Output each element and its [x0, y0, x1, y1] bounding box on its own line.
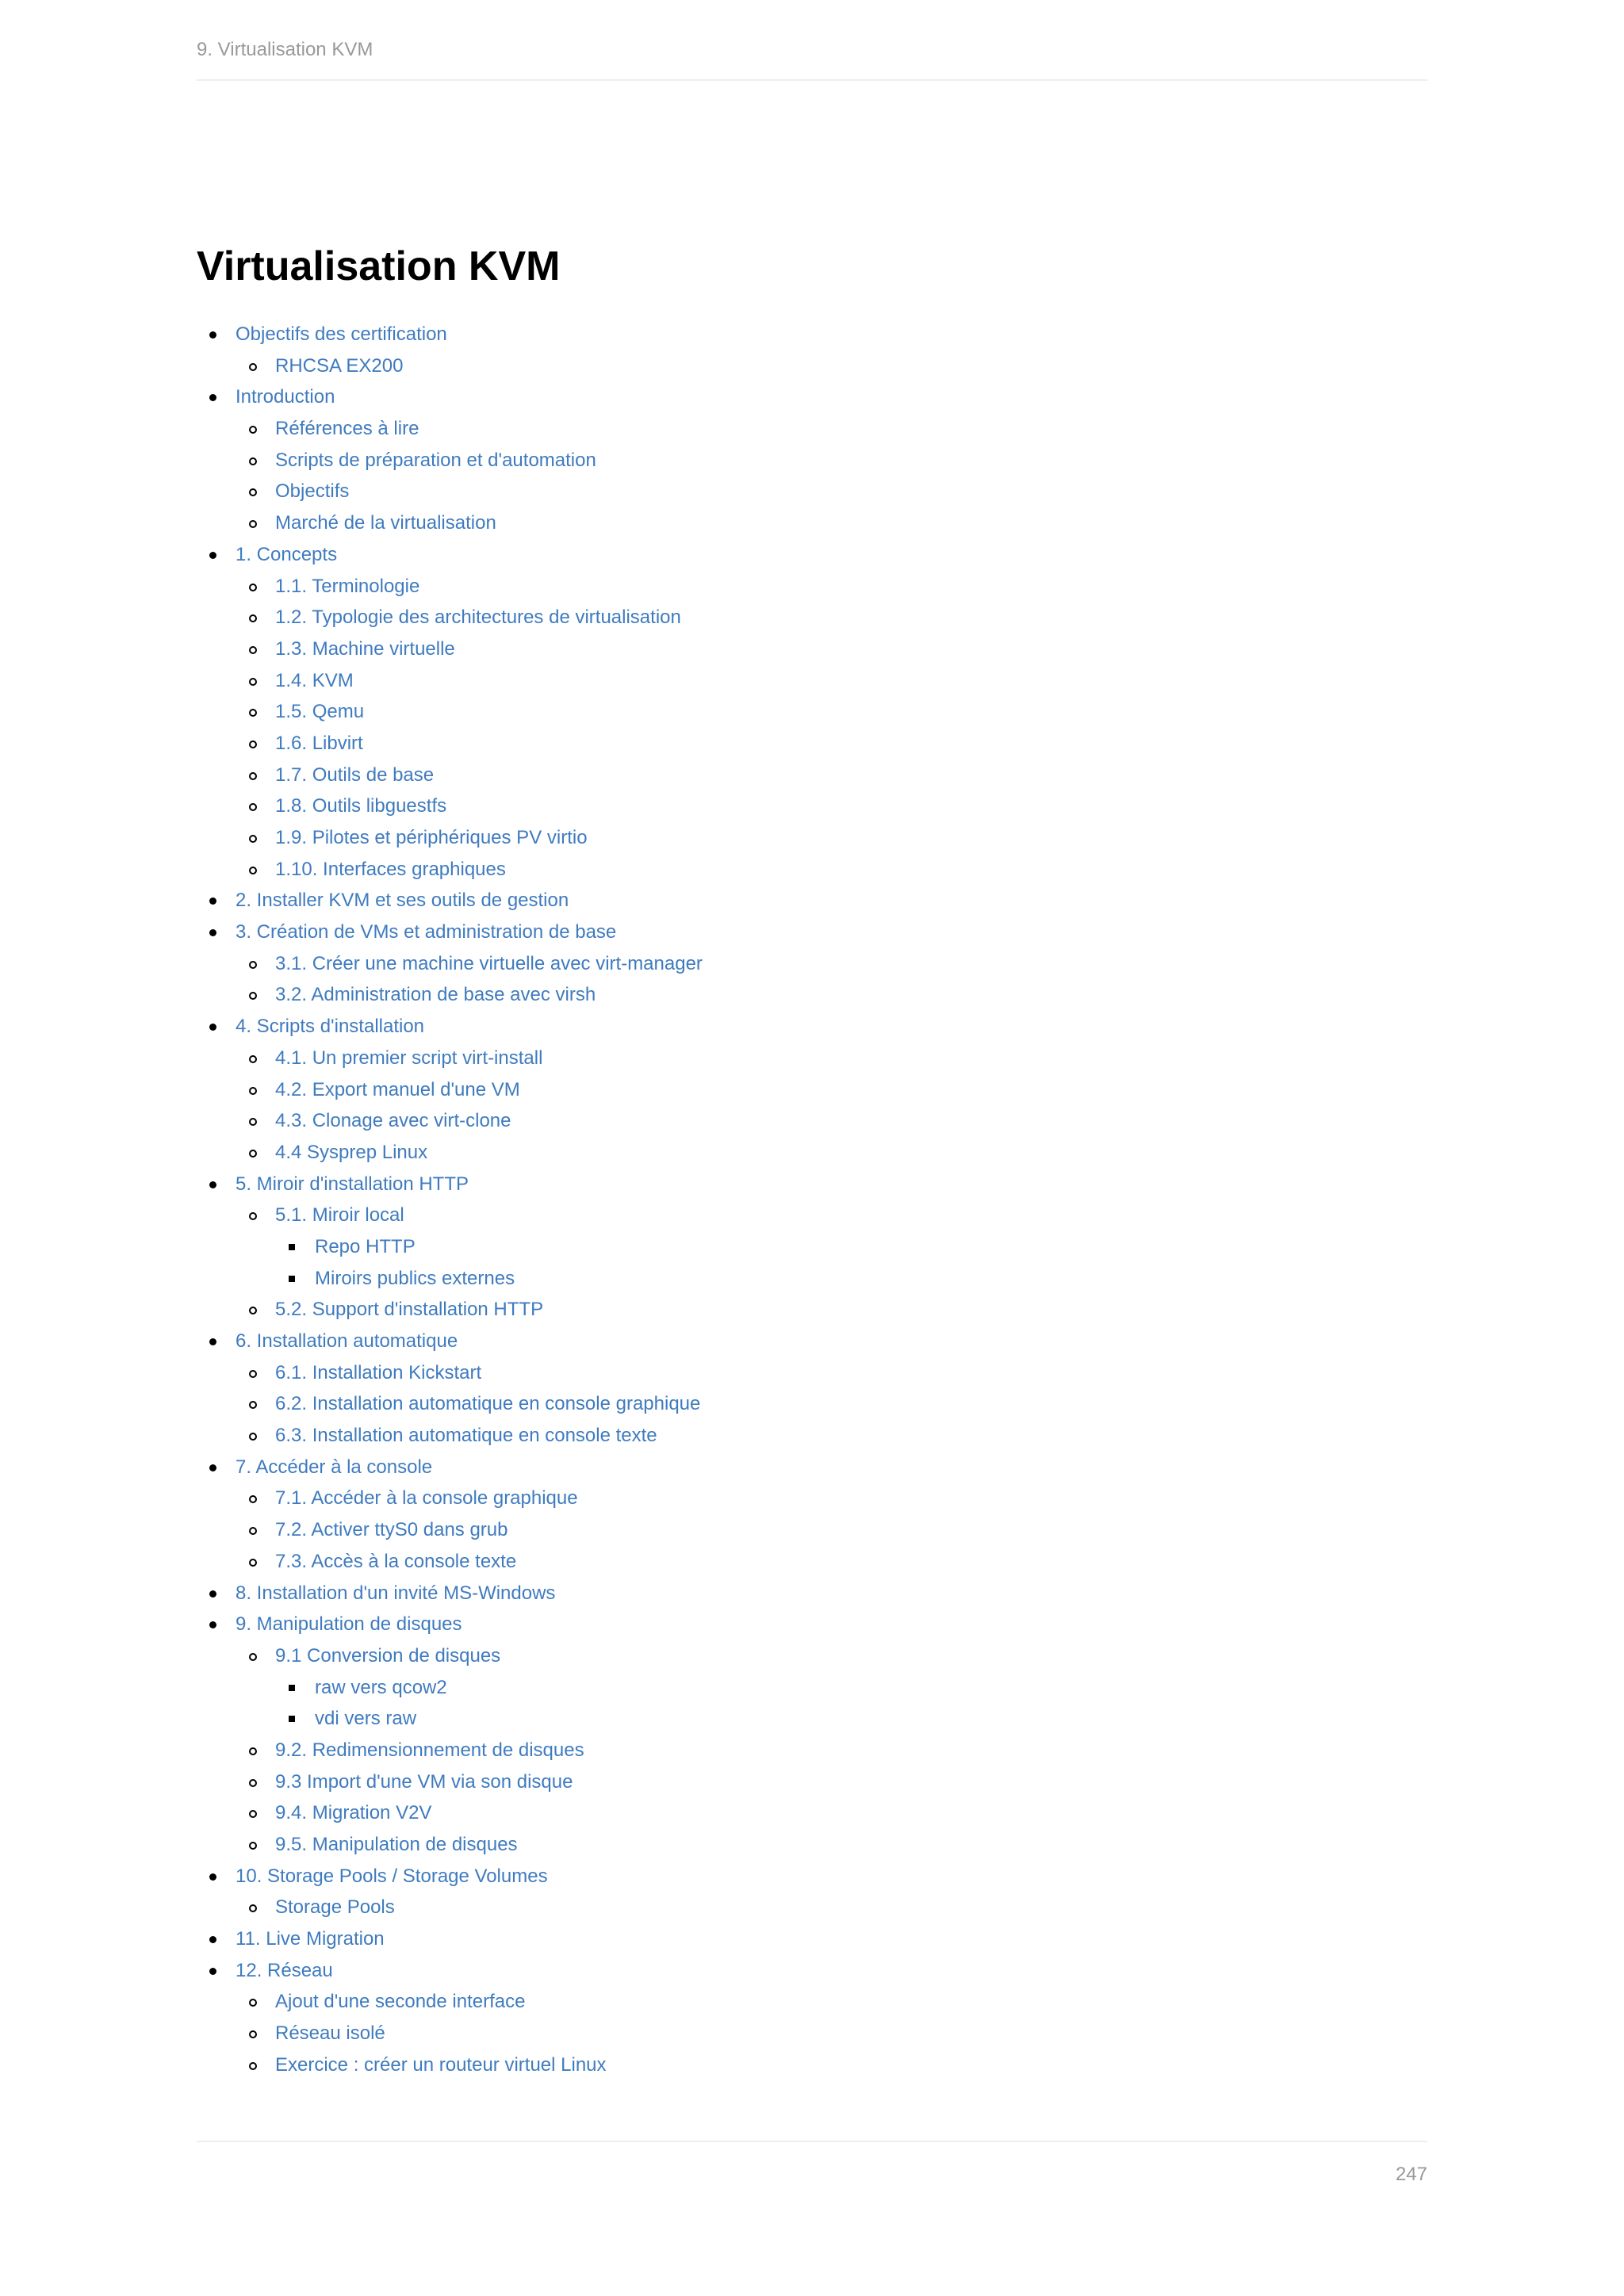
toc-link[interactable]: Exercice : créer un routeur virtuel Linux [275, 2053, 607, 2076]
square-bullet-icon [289, 1685, 295, 1691]
toc-link[interactable]: Introduction [236, 386, 335, 408]
toc-item-level-2 [197, 476, 1427, 507]
toc-link[interactable]: 4.3. Clonage avec virt-clone [275, 1110, 511, 1132]
circle-bullet-icon [249, 363, 257, 371]
toc-item-level-1 [197, 1955, 1427, 1987]
toc-item-level-1 [197, 1923, 1427, 1955]
toc-list [197, 319, 1427, 2081]
table-of-contents [197, 319, 1427, 2081]
toc-link[interactable]: Ajout d'une seconde interface [275, 1991, 526, 2013]
toc-item-level-2 [197, 696, 1427, 728]
toc-item-level-3 [197, 1703, 1427, 1735]
disc-bullet-icon [209, 1181, 216, 1188]
square-bullet-icon [289, 1276, 295, 1282]
disc-bullet-icon [209, 1936, 216, 1943]
toc-link[interactable]: 9.2. Redimensionnement de disques [275, 1739, 584, 1761]
toc-item-level-2 [197, 2018, 1427, 2049]
circle-bullet-icon [249, 1653, 257, 1661]
circle-bullet-icon [249, 1842, 257, 1850]
toc-link[interactable]: 5.2. Support d'installation HTTP [275, 1299, 544, 1321]
circle-bullet-icon [249, 772, 257, 780]
toc-link[interactable]: raw vers qcow2 [315, 1676, 447, 1698]
toc-link[interactable]: 6. Installation automatique [236, 1330, 458, 1352]
toc-link[interactable]: 3. Création de VMs et administration de base [236, 921, 617, 943]
toc-link[interactable]: 1.8. Outils libguestfs [275, 795, 447, 817]
toc-link[interactable]: Objectifs [275, 480, 350, 503]
page-number: 247 [1395, 2164, 1427, 2185]
toc-item-level-1 [197, 381, 1427, 413]
toc-link[interactable]: 10. Storage Pools / Storage Volumes [236, 1865, 548, 1887]
toc-item-level-2 [197, 665, 1427, 697]
toc-link[interactable]: 4. Scripts d'installation [236, 1016, 425, 1038]
toc-link[interactable]: 1.5. Qemu [275, 701, 365, 723]
circle-bullet-icon [249, 1370, 257, 1378]
toc-item-level-2 [197, 445, 1427, 476]
circle-bullet-icon [249, 740, 257, 748]
toc-link[interactable]: Storage Pools [275, 1896, 395, 1919]
toc-link[interactable]: 6.2. Installation automatique en console graphique [275, 1393, 701, 1415]
toc-link[interactable]: 6.1. Installation Kickstart [275, 1361, 482, 1383]
toc-item-level-2 [197, 633, 1427, 665]
circle-bullet-icon [249, 1747, 257, 1755]
toc-link[interactable]: 4.4 Sysprep Linux [275, 1141, 428, 1163]
toc-link[interactable]: 1.7. Outils de base [275, 763, 435, 786]
toc-item-level-1 [197, 1169, 1427, 1200]
toc-item-level-2 [197, 1640, 1427, 1672]
circle-bullet-icon [249, 426, 257, 434]
toc-link[interactable]: 5. Miroir d'installation HTTP [236, 1173, 469, 1195]
toc-item-level-2 [197, 2049, 1427, 2081]
toc-item-level-2 [197, 760, 1427, 791]
toc-link[interactable]: Repo HTTP [315, 1235, 416, 1257]
toc-item-level-2 [197, 1514, 1427, 1546]
page-title: Virtualisation KVM [197, 243, 561, 289]
toc-link[interactable]: 1.1. Terminologie [275, 575, 420, 597]
toc-item-level-2 [197, 1105, 1427, 1137]
toc-item-level-1 [197, 1578, 1427, 1609]
circle-bullet-icon [249, 961, 257, 969]
toc-item-level-2 [197, 1294, 1427, 1326]
toc-item-level-1 [197, 319, 1427, 350]
toc-item-level-3 [197, 1672, 1427, 1704]
square-bullet-icon [289, 1716, 295, 1722]
toc-link[interactable]: Objectifs des certification [236, 323, 447, 345]
toc-item-level-2 [197, 507, 1427, 539]
circle-bullet-icon [249, 646, 257, 654]
toc-link[interactable]: 11. Live Migration [236, 1928, 385, 1950]
toc-link[interactable]: 7. Accéder à la console [236, 1456, 433, 1478]
toc-item-level-1 [197, 1011, 1427, 1043]
toc-item-level-2 [197, 1546, 1427, 1578]
toc-item-level-1 [197, 1861, 1427, 1892]
toc-item-level-2 [197, 728, 1427, 760]
toc-item-level-2 [197, 1766, 1427, 1798]
toc-link[interactable]: 4.2. Export manuel d'une VM [275, 1078, 520, 1100]
toc-item-level-2 [197, 822, 1427, 854]
toc-link[interactable]: 3.1. Créer une machine virtuelle avec virt-manager [275, 952, 703, 974]
toc-link[interactable]: 1.6. Libvirt [275, 732, 363, 754]
toc-link[interactable]: 9. Manipulation de disques [236, 1613, 462, 1636]
toc-item-level-1 [197, 1452, 1427, 1483]
running-title: 9. Virtualisation KVM [197, 39, 373, 60]
toc-item-level-2 [197, 1357, 1427, 1389]
toc-item-level-2 [197, 979, 1427, 1011]
toc-item-level-2 [197, 1892, 1427, 1923]
toc-item-level-1 [197, 885, 1427, 916]
toc-item-level-2 [197, 350, 1427, 382]
circle-bullet-icon [249, 1055, 257, 1063]
circle-bullet-icon [249, 1779, 257, 1787]
toc-link[interactable]: Références à lire [275, 418, 419, 440]
toc-item-level-2 [197, 790, 1427, 822]
toc-link[interactable]: RHCSA EX200 [275, 354, 404, 377]
circle-bullet-icon [249, 1559, 257, 1567]
toc-item-level-1 [197, 916, 1427, 948]
toc-link[interactable]: Marché de la virtualisation [275, 512, 496, 534]
toc-item-level-2 [197, 1483, 1427, 1514]
toc-link[interactable]: 9.5. Manipulation de disques [275, 1834, 518, 1855]
toc-item-level-2 [197, 1074, 1427, 1106]
circle-bullet-icon [249, 1433, 257, 1441]
toc-item-level-1 [197, 539, 1427, 571]
toc-link[interactable]: 7.3. Accès à la console texte [275, 1550, 517, 1572]
toc-item-level-2 [197, 1200, 1427, 1231]
circle-bullet-icon [249, 678, 257, 686]
toc-link[interactable]: 4.1. Un premier script virt-install [275, 1047, 543, 1069]
square-bullet-icon [289, 1244, 295, 1250]
disc-bullet-icon [209, 552, 216, 559]
toc-link[interactable]: 7.1. Accéder à la console graphique [275, 1487, 578, 1510]
toc-link[interactable]: Miroirs publics externes [315, 1267, 515, 1289]
toc-link[interactable]: 1.3. Machine virtuelle [275, 637, 455, 660]
toc-item-level-2 [197, 1986, 1427, 2018]
toc-item-level-2 [197, 948, 1427, 980]
toc-link[interactable]: 8. Installation d'un invité MS-Windows [236, 1582, 556, 1604]
toc-link[interactable]: 7.2. Activer ttyS0 dans grub [275, 1519, 508, 1541]
circle-bullet-icon [249, 457, 257, 465]
disc-bullet-icon [209, 1968, 216, 1975]
toc-item-level-2 [197, 1137, 1427, 1169]
toc-item-level-2 [197, 1388, 1427, 1420]
circle-bullet-icon [249, 867, 257, 874]
toc-item-level-1 [197, 1609, 1427, 1640]
toc-link[interactable]: vdi vers raw [315, 1708, 417, 1730]
disc-bullet-icon [209, 929, 216, 936]
circle-bullet-icon [249, 1087, 257, 1095]
disc-bullet-icon [209, 1464, 216, 1471]
toc-link[interactable]: 9.1 Conversion de disques [275, 1644, 501, 1667]
circle-bullet-icon [249, 584, 257, 591]
circle-bullet-icon [249, 1150, 257, 1158]
disc-bullet-icon [209, 1873, 216, 1881]
toc-link[interactable]: 1. Concepts [236, 543, 338, 565]
disc-bullet-icon [209, 331, 216, 339]
page-footer [197, 2141, 1427, 2188]
toc-link[interactable]: 1.2. Typologie des architectures de virtualisation [275, 607, 681, 629]
toc-item-level-1 [197, 1326, 1427, 1357]
toc-link[interactable]: Scripts de préparation et d'automation [275, 449, 596, 471]
circle-bullet-icon [249, 835, 257, 843]
toc-item-level-2 [197, 602, 1427, 633]
disc-bullet-icon [209, 1338, 216, 1345]
toc-link[interactable]: 5.1. Miroir local [275, 1204, 404, 1226]
toc-item-level-2 [197, 571, 1427, 603]
toc-link[interactable]: 1.10. Interfaces graphiques [275, 858, 506, 880]
page-header [197, 36, 1427, 81]
toc-item-level-2 [197, 1043, 1427, 1074]
toc-link[interactable]: 1.9. Pilotes et périphériques PV virtio [275, 827, 588, 848]
toc-item-level-2 [197, 854, 1427, 886]
toc-link[interactable]: 1.4. KVM [275, 669, 354, 691]
toc-item-level-2 [197, 1797, 1427, 1829]
toc-item-level-2 [197, 413, 1427, 445]
toc-item-level-2 [197, 1735, 1427, 1766]
toc-link[interactable]: 6.3. Installation automatique en console texte [275, 1425, 657, 1447]
toc-link[interactable]: 9.4. Migration V2V [275, 1802, 432, 1824]
toc-link[interactable]: 3.2. Administration de base avec virsh [275, 984, 596, 1006]
toc-item-level-3 [197, 1231, 1427, 1263]
toc-item-level-2 [197, 1829, 1427, 1861]
toc-item-level-3 [197, 1263, 1427, 1295]
toc-link[interactable]: 12. Réseau [236, 1959, 333, 1981]
toc-link[interactable]: 9.3 Import d'une VM via son disque [275, 1770, 573, 1793]
toc-link[interactable]: Réseau isolé [275, 2022, 385, 2045]
toc-item-level-2 [197, 1420, 1427, 1452]
disc-bullet-icon [209, 1590, 216, 1598]
circle-bullet-icon [249, 2062, 257, 2070]
toc-link[interactable]: 2. Installer KVM et ses outils de gestion [236, 890, 569, 912]
